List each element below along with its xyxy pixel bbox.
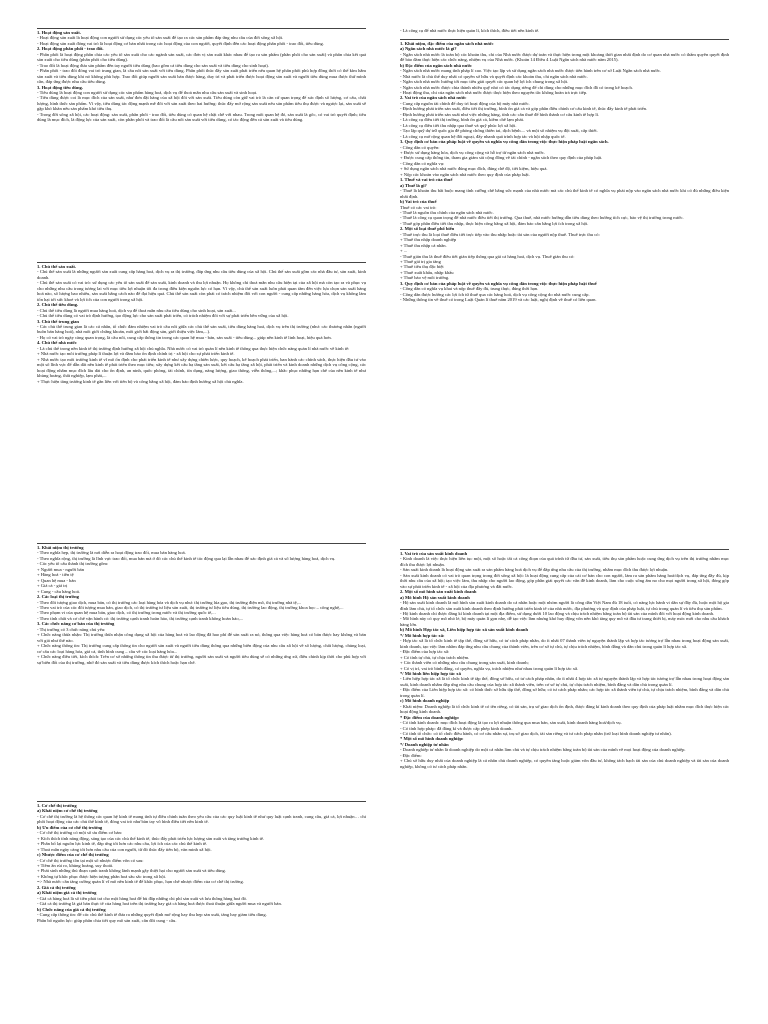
body-line: - Theo vai trò của các đối tượng mua bán, giao dịch, có thị trường tư liệu sản xuất, thị trường tư liệu tiêu dùng, thị trường lao động, thị trường khoa học – công nghệ,... <box>37 604 344 610</box>
body-line: + Chức năng thông tin: Thị trường cung cấp thông tin cho người sản xuất và người tiêu dùng thông qua những biến động của nhu cầu xã hội về số lượng, chất lượng, chủng loại, cơ cấu các loại hàng hóa, giá cả, tình hình cung – cầu về các loại hàng hóa... <box>37 643 366 654</box>
body-line: - Giá cả thị trường là giá bán thực tế của hàng hoá trên thị trường hay giá cả hàng hoá được thoả thuận giữa người mua và người bán. <box>37 901 282 907</box>
section-heading: 1. Chủ thể sản xuất. <box>37 264 77 269</box>
section-heading: 2. Một số loại thuế phổ biến <box>400 226 455 232</box>
body-line: + Chức năng thừa nhận: Thị trường thừa nhận công dụng xã hội của hàng hoá và lao động đã hao phí để sản xuất ra nó, thông qua việc hàng hoá có bán được hay không và bán với giá như thế nào. <box>37 632 366 643</box>
body-line: - Ngân sách nhà nước mang tính pháp lí cao. Việc tạo lập và sử dụng ngân sách nhà nước được tiến hành trên cơ sở Luật Ngân sách nhà nước. <box>400 68 662 74</box>
body-line: - Thị trường có 3 chức năng chủ yếu: <box>37 626 106 632</box>
body-line: - Chủ thể sản xuất có vai trò: sử dụng các yếu tố sản xuất để sản xuất, kinh doanh và thu lợi nhuận. Họ không chỉ thoả mãn nhu cầu hiện tại của xã hội mà còn tạo ra và phục vụ cho những nhu cầu trong tương lai với mục tiêu lợi nhuận tối đa trong điều kiện nguồn lực có hạn. Vì vậy, chủ thể sản xuất luôn phải quan tâm đến việc lựa chọn sản xuất hàng hoá nào, số lượng bao nhiêu, sản xuất bằng cách nào để đạt hiệu quả. Chủ thể sản xuất còn phải có trách nhiệm đối với con người - cung cấp những hàng hóa, dịch vụ không làm tổn hại tới sức khoẻ và lợi ích của con người trong xã hội. <box>37 280 366 302</box>
body-line: + Phân bổ lại nguồn lực kinh tế, đáp ứng tốt hơn các nhu cầu, lợi ích của các chủ thể kinh tế. <box>37 841 208 847</box>
section-heading: 1. Thuế và vai trò của thuế <box>400 177 453 183</box>
body-line: + Phát sinh những thủ đoạn cạnh tranh không lành mạnh gây thiệt hại cho người sản xuất và tiêu dùng. <box>37 868 226 874</box>
section-heading: 1. Vai trò của sản xuất kinh doanh <box>400 551 468 556</box>
body-line: - Những thông tin về thuế có trong Luật Quản lí thuế năm 2019 và các luật, nghị định về thuế có liên quan. <box>400 297 597 303</box>
body-line: - Hoạt động sản xuất là hoạt động con người sử dụng các yếu tố sản xuất để tạo ra các sản phẩm đáp ứng nhu cầu của đời sống xã hội. <box>37 35 284 41</box>
section-market <box>37 543 366 773</box>
body-line: - Theo phạm vi của quan hệ mua bán, giao dịch, có thị trường trong nước và thị trường quốc tế,... <box>37 610 216 616</box>
section-heading: b) Đặc điểm của ngân sách nhà nước <box>400 62 473 68</box>
body-line: - Ngân sách nhà nước là toàn bộ các khoản thu, chi của Nhà nước được dự toán và thực hiện trong một khoảng thời gian nhất định do cơ quan nhà nước có thẩm quyền quyết định để bảo đảm thực hiện các chức năng, nhiệm vụ của Nhà nước. (Khoản 14 Điều 4 Luật Ngân sách nhà nước năm 2015). <box>400 51 729 63</box>
body-line: + Thuế tiêu thụ đặc biệt <box>400 264 444 270</box>
section-heading: b) Mô hình Hợp tác xã, Liên hiệp hợp tác xã sản xuất kinh doanh <box>400 627 529 633</box>
body-line: - Tạo lập quỹ dự trữ quốc gia để phòng chống thiên tai, dịch bệnh.... và một số nhiệm vụ đột xuất, cấp thiết. <box>400 128 598 134</box>
body-line: - Cơ chế thị trường có một số ưu điểm cơ bản: <box>37 830 123 836</box>
body-line: - Thuế là nguồn thu chính của ngân sách nhà nước. <box>400 209 494 215</box>
section-heading: */ Mô hình liên hiệp hợp tác xã <box>400 670 461 676</box>
body-line: + Nhà nước tạo môi trường pháp lí thuận lợi và đảm bảo ổn định chính trị - xã hội cho sự phát triển kinh tế. <box>37 351 235 357</box>
section-heading: 1. Khái niệm, đặc điểm của ngân sách nhà nước <box>400 40 494 46</box>
body-line: - Công dân có nghĩa vụ khai và nộp thuế đầy đủ, trung thực, đúng thời hạn. <box>400 286 539 292</box>
body-line: + Sử dụng ngân sách nhà nước đúng mục đích, đúng chế độ, tiết kiệm, hiệu quả. <box>400 166 548 172</box>
body-line: - Chủ thể tiêu dùng là người mua hàng hoá, dịch vụ để thoả mãn nhu cầu tiêu dùng cho sinh hoạt, sản xuất... <box>37 307 236 313</box>
body-line: + Thuế xuất khẩu, nhập khẩu <box>400 269 454 275</box>
body-line: + Nhà nước tạo môi trường kinh tế vĩ mô ổn định cho phát triển kinh tế như xây dựng chiến lược, quy hoạch, kế hoạch phát triển, ban hành các chính sách, thực hiện đầu tư vào một số lĩnh vực để dẫn dắt nền kinh tế phát triển theo mục tiêu; xây dựng kết cấu hạ tầng sản xuất, kết cấu hạ tầng xã hội, phát triển và kinh doanh những dịch vụ công cộng, các hoạt động nhằm mục đích lâu dài cho ổn định, an ninh, quốc phòng, tài chính, tín dụng, năng lượng, giao thông, viễn thông,...; khắc phục những hạn chế của nền kinh tế như khủng hoảng, thất nghiệp, lạm phát,... <box>37 356 366 379</box>
body-line: + Tiềm ẩn rủi ro, khủng hoảng, suy thoái. <box>37 862 114 868</box>
section-heading: a) Khái niệm cơ chế thị trường <box>37 808 98 814</box>
section-divider <box>400 39 729 40</box>
section-divider <box>37 543 366 544</box>
body-line: + Kích thích tính năng động, sáng tạo của các chủ thể kinh tế, thúc đẩy phát triển lực lượng sản xuất và tăng trưởng kinh tế. <box>37 835 265 841</box>
section-heading: 2. Hoạt động phân phối - trao đổi. <box>37 46 104 52</box>
body-line: - Hợp tác xã là tổ chức kinh tế tập thể, đồng sở hữu, có tư cách pháp nhân, do ít nhất 07 thành viên tự nguyện thành lập và hợp tác tương trợ lẫn nhau trong hoạt động sản xuất, kinh doanh, tạo việc làm nhằm đáp ứng nhu cầu chung của thành viên, trên cơ sở tự chủ, tự chịu trách nhiệm, bình đẳng và dân chủ trong quản lí hợp tác xã. <box>400 638 729 649</box>
section-divider <box>37 28 366 29</box>
body-line: - Chủ thể tiêu dùng có vai trò định hướng, tạo động lực cho sản xuất phát triển, có trách nhiệm đối với sự phát triển bền vững của xã hội. <box>37 313 289 319</box>
body-line: + Được sử dụng hàng hóa, dịch vụ công cộng và hỗ trợ từ ngân sách nhà nước. <box>400 149 545 155</box>
body-line: - Khái niệm: Doanh nghiệp là tổ chức kinh tế có tên riêng, có tài sản, trụ sở giao dịch ổn định, được đăng kí kinh doanh theo quy định của pháp luật nhằm mục đích thực hiện các hoạt động kinh doanh. <box>400 703 729 715</box>
body-line: - Đặc điểm của hợp tác xã: <box>400 649 450 655</box>
body-line: - Các chủ thể trung gian là các cá nhân, tổ chức đảm nhiệm vai trò cầu nối giữa các chủ thể sản xuất, tiêu dùng hàng hoá, dịch vụ trên thị trường (như: các thương nhân (người buôn bán hàng hoá), nhà môi giới chứng khoán, môi giới bất động sản, giới thiệu việc làm,...). <box>37 323 366 335</box>
body-line: - Doanh nghiệp tư nhân là doanh nghiệp do một cá nhân làm chủ và tự chịu trách nhiệm bằng toàn bộ tài sản của mình về mọi hoạt động của doanh nghiệp. <box>400 747 686 753</box>
body-line: + Người mua - người bán <box>37 566 85 572</box>
body-line: - Là công cụ điều tiết thị trường, bình ổn giá cả, kiềm chế lạm phát. <box>400 117 525 123</box>
body-line: - Sản xuất kinh doanh có vai trò quan trọng trong đời sống xã hội: là hoạt động cung cấp của cải cơ bản cho con người, làm ra sản phẩm hàng hoá/dịch vụ, đáp ứng đầy đủ, kịp thời nhu cầu của xã hội; tạo việc làm, thu nhập cho người lao động, góp phần giải quyết các vấn đề kinh doanh, làm cho cuộc sống ấm no cho mọi người trong xã hội, đóng góp vào sự phát triển kinh tế - xã hội của địa phương và đất nước. <box>400 572 729 589</box>
body-line: - Theo nghĩa hẹp, thị trường là nơi diễn ra hoạt động trao đổi, mua bán hàng hoá. <box>37 550 186 556</box>
body-line: - Công dân có nghĩa vụ: <box>400 160 445 166</box>
section-heading: * Một số mô hình doanh nghiệp: <box>400 736 464 742</box>
body-line: + Thuế thu nhập doanh nghiệp <box>400 237 457 243</box>
section-heading: c) Mô hình doanh nghiệp <box>400 698 450 704</box>
body-line: - Đặc điểm của Liên hiệp hợp tác xã: có hình thức sở hữu tập thể, đồng sở hữu; có tư cách pháp nhân; các hợp tác xã thành viên tự chủ, tự chịu trách nhiệm, bình đẳng và dân chủ trong quản lí. <box>400 687 729 698</box>
body-line: - Sản xuất kinh doanh là hoạt động sản xuất ra sản phẩm hàng hoá dịch vụ để đáp ứng nhu cầu của thị trường, nhằm mục đích thu được lợi nhuận. <box>400 567 669 573</box>
section-heading: 2. Các loại thị trường <box>37 594 79 600</box>
body-line: => Nhà nước cần tăng cường quản lí vĩ mô nền kinh tế để khắc phục, hạn chế nhược điểm của cơ chế thị trường. <box>37 879 244 885</box>
section-market-mechanism <box>37 801 366 1017</box>
section-heading: 3. Quy định cơ bản của pháp luật về quyền và nghĩa vụ công dân trong việc thực hiện pháp luật ngân sách. <box>400 139 609 145</box>
section-heading: 2. Giá cả thị trường <box>37 884 76 890</box>
section-heading: b) Ưu điểm của cơ chế thị trường <box>37 824 103 830</box>
body-line: + Cung - cầu hàng hoá. <box>37 588 80 594</box>
body-line: + Nộp các khoản vào ngân sách nhà nước theo quy định của pháp luật. <box>400 171 530 177</box>
body-line: - Thuế trực thu là loại thuế điều tiết trực tiếp vào thu nhập hoặc tài sản của người nộp thuế. Thuế trực thu có: <box>400 231 600 237</box>
body-line: + Quan hệ mua - bán <box>37 577 76 583</box>
section-heading: 3. Chủ thể trung gian <box>37 318 79 324</box>
body-line: - Là công cụ điều tiết thu nhập qua thuế và quỹ phúc lợi xã hội. <box>400 122 517 128</box>
body-line: Thuế có các vai trò: <box>400 204 437 210</box>
body-line: + Thực hiện tăng trưởng kinh tế gắn liền với tiến bộ và công bằng xã hội, đảm bảo định hướng xã hội chủ nghĩa. <box>37 378 244 384</box>
body-line: - Trao đổi là hoạt động đưa sản phẩm đến tay người tiêu dùng (bao gồm cả tiêu dùng cho sản xuất và tiêu dùng cho sinh hoạt). <box>37 62 269 68</box>
body-line: - Là công cụ mở rộng quan hệ đối ngoại, đẩy nhanh quá trình hợp tác và hội nhập quốc tế. <box>400 133 566 139</box>
body-line: - Thuế góp phần điều tiết thu nhập, thực hiện công bằng xã hội, đảm bảo cân bằng lợi ích trong xã hội. <box>400 220 589 226</box>
body-line: - Phân phối là hoạt động phân chia các yếu tố sản xuất cho các ngành sản xuất, các đơn vị sản xuất khác nhau để tạo ra sản phẩm (phân phối cho sản xuất) và phân chia kết quả sản xuất cho tiêu dùng (phân phối cho tiêu dùng). <box>37 51 366 63</box>
body-line: - Chủ thể sản xuất là những người sản xuất cung cấp hàng hoá, dịch vụ ra thị trường, đáp ứng nhu cầu tiêu dùng của xã hội. Chủ thể sản xuất gồm các nhà đầu tư, sản xuất, kinh doanh. <box>37 269 366 280</box>
section-heading: 3. Các chức năng cơ bản của thị trường <box>37 621 115 627</box>
body-line: - Thuế gián thu là thuế điều tiết gián tiếp thông qua giá cả hàng hoá, dịch vụ. Thuế gián thu có: <box>400 253 575 259</box>
body-line: - Theo đối tượng giao dịch, mua bán, có thị trường các loại hàng hóa và dịch vụ như: thị trường lúa gạo, thị trường điện mô, thị trường nhà tệ,... <box>37 599 302 605</box>
section-heading: b) Vai trò của thuế <box>400 199 437 205</box>
body-line: + Có vị trí, vai trò bình đẳng, có quyền, nghĩa vụ, trách nhiệm như nhau trong quản lí hợp tác xã. <box>400 665 579 671</box>
body-line: + Thuế bảo vệ môi trường. <box>400 275 450 281</box>
body-line: - Hoạt động sản xuất đóng vai trò là hoạt động cơ bản nhất trong các hoạt động của con người, quyết định đến các hoạt động phân phối - trao đổi, tiêu dùng. <box>37 40 324 46</box>
section-heading: 2. Chủ thể tiêu dùng. <box>37 302 79 308</box>
body-line: - Cơ chế thị trường tồn tại một số nhược điểm vốn có sau: <box>37 857 144 863</box>
body-line: - Các yếu tố cấu thành thị trường gồm: <box>37 561 109 567</box>
body-line: + ... <box>400 248 408 254</box>
section-heading: 4. Chủ thể nhà nước <box>37 340 77 346</box>
body-line: - Hộ sản xuất kinh doanh là mô hình sản xuất kinh doanh do cá nhân hoặc một nhóm người là công dân Việt Nam đủ 18 tuổi, có năng lực hành vi dân sự đầy đủ, hoặc một hộ gia đình làm chủ, tự tổ chức sản xuất kinh doanh theo định hướng phát triển kinh tế của nhà nước, địa phương và quy định của pháp luật, tự chủ trong quản lí và tiêu thụ sản phẩm. <box>400 600 729 611</box>
body-line: + Chức năng điều tiết, kích thích: Trên cơ sở những thông tin thu được từ thị trường, người sản xuất và người tiêu dùng sẽ có những ứng xử, điều chỉnh kịp thời cho phù hợp với sự biến đổi của thị trường, nhờ đó sản xuất và tiêu dùng được kích thích hoặc hạn chế. <box>37 654 366 665</box>
body-line: - Hoạt động thu, chi của ngân sách nhà nước được thực hiện theo nguyên tắc không hoàn trả trực tiếp. <box>400 89 588 95</box>
body-line: - Cung cấp thông tin: để các chủ thể kinh tế đưa ra những quyết định mở rộng hay thu hẹp sản xuất, tăng hay giảm tiêu dùng. <box>37 912 267 918</box>
body-line: - Là công cụ để nhà nước thực hiện quản lí, kích thích, điều tiết nền kinh tế. <box>400 28 540 33</box>
body-line: - Trong đời sống xã hội, các hoạt động: sản xuất, phân phối - trao đổi, tiêu dùng có quan hệ chặt chẽ với nhau. Trong mối quan hệ đó, sản xuất là gốc, có vai trò quyết định; tiêu dùng là mục đích, là động lực của sản xuất, còn phân phối và trao đổi là cầu nối sản xuất với tiêu dùng, có tác động đến cả sản xuất và tiêu dùng. <box>37 111 366 123</box>
section-heading: */ Doanh nghiệp tư nhân <box>400 741 449 747</box>
body-line: + Được cung cấp thông tin, tham gia giám sát cộng đồng về tài chính - ngân sách theo quy định của pháp luật. <box>400 155 603 161</box>
section-heading: b) Chức năng của giá cả thị trường <box>37 906 106 912</box>
body-line: - Thuế là công cụ quan trọng để nhà nước điều tiết thị trường. Qua thuế, nhà nước hướng dẫn tiêu dùng theo hướng tích cực, bảo vệ thị trường trong nước. <box>400 215 684 221</box>
body-line: - Kinh doanh là việc thực hiện liên tục một, một số hoặc tất cả công đoạn của quá trình từ đầu tư, sản xuất, tiêu thụ sản phẩm hoặc cung ứng dịch vụ trên thị trường nhằm mục đích thu được lợi nhuận. <box>400 556 729 567</box>
section-divider <box>400 549 729 550</box>
section-heading: a) Khái niệm giá cả thị trường <box>37 890 97 896</box>
body-line: - Phân phối - trao đổi đóng vai trò trung gian, là cầu nối sản xuất với tiêu dùng. Phân phối thúc đẩy sản xuất phát triển nếu quan hệ phân phối phù hợp đồng thời có thể kìm hãm sản xuất và tiêu dùng khi nó không phù hợp. Trao đổi giúp người sản xuất bán được hàng, duy trì và phát triển được hoạt động sản xuất và người tiêu dùng mua được thứ mình cần, đáp ứng được nhu cầu tiêu dùng. <box>37 68 366 85</box>
section-state-budget-tax <box>400 28 729 490</box>
body-line: - Công dân có quyền: <box>400 144 440 150</box>
body-line: + Thuế thu nhập cá nhân. <box>400 242 447 248</box>
section-heading: 2. Một số mô hình sản xuất kinh doanh <box>400 589 477 595</box>
body-line: + Có tính tự chủ, tự chịu trách nhiệm. <box>400 654 470 660</box>
body-line: + Thoả mãn ngày càng tốt hơn nhu cầu của con người, từ đó thúc đẩy tiến bộ, văn minh xã hội. <box>37 846 212 852</box>
body-line: + Hàng hoá - tiền tệ <box>37 572 74 578</box>
body-line: - Đặc điểm: <box>400 752 422 758</box>
section-heading: a) Thuế là gì? <box>400 182 427 188</box>
body-line: - Mô hình này có quy mô nhỏ lẻ, bộ máy quản lí gọn nhẹ, dễ tạo việc làm nhưng khó huy động vốn nên khó tăng quy mô và đầu tư trang thiết bị, máy móc mới cho nhu cầu khách hàng lớn. <box>400 616 729 627</box>
section-heading: 1. Khái niệm thị trường <box>37 545 84 550</box>
section-economic-actors <box>37 262 366 514</box>
section-heading: a) Mô hình Hộ sản xuất kinh doanh <box>400 594 470 600</box>
section-divider <box>37 801 366 802</box>
section-heading: 3. Quy định cơ bản của pháp luật về quyền và nghĩa vụ công dân trong việc thực hiện pháp luật thuế <box>400 280 597 286</box>
body-line: - Là chủ thể trong nền kinh tế thị trường định hướng xã hội chủ nghĩa. Nhà nước có vai trò quản lí nền kinh tế thông qua thực hiện chức năng quản lí nhà nước về kinh tế: <box>37 345 350 351</box>
body-line: - Thuế là khoản thu bắt buộc mang tính cưỡng chế bằng sức mạnh của nhà nước mà các chủ thể kinh tế có nghĩa vụ phải nộp vào ngân sách nhà nước khi có đủ những điều kiện nhất định. <box>400 188 729 199</box>
body-line: - Có tính hợp pháp: đã đăng kí và được cấp phép kinh doanh. <box>400 725 513 731</box>
body-line: + Các thành viên có những nhu cầu chung trong sản xuất, kinh doanh; <box>400 660 529 666</box>
body-line: + Giá cả - giá trị <box>37 583 68 589</box>
section-production-distribution <box>37 28 366 226</box>
body-line: - Ngân sách nhà nước được chia thành nhiều quỹ nhỏ có tác dụng riêng để chi dùng cho những mục đích đã có trong kế hoạch. <box>400 84 633 90</box>
section-heading: c) Nhược điểm của cơ chế thị trường <box>37 852 109 858</box>
body-line: - Liên hiệp hợp tác xã là tổ chức kinh tế tập thể, đồng sở hữu, có tư cách pháp nhân, do ít nhất 4 hợp tác xã tự nguyện thành lập và hợp tác tương trợ lẫn nhau trong hoạt động sản xuất, kinh doanh nhằm đáp ứng nhu cầu chung của hợp tác xã thành viên, trên cơ sở tự chủ, tự chịu trách nhiệm, bình đẳng và dân chủ trong quản lí. <box>400 676 729 687</box>
section-heading: 1. Hoạt động sản xuất. <box>37 30 81 35</box>
body-line: + Thuế giá trị gia tăng <box>400 259 441 265</box>
body-line: - Định hướng phát triển sản xuất như việc những hàng, tính các cân thuế để hình thành cơ cấu kinh tế hợp lí. <box>400 111 600 117</box>
section-heading: a) Ngân sách nhà nước là gì? <box>400 46 457 52</box>
body-line: - Theo nghĩa rộng, thị trường là lĩnh vực trao đổi, mua bán mà ở đó các chủ thể kinh tế tác động qua lại lẫn nhau để xác định giá cả và số lượng hàng hoá, dịch vụ. <box>37 555 336 561</box>
section-heading: */ Mô hình hợp tác xã: <box>400 632 445 638</box>
left-column <box>37 0 366 1024</box>
section-heading: 2. Vai trò của ngân sách nhà nước <box>400 95 467 101</box>
body-line: - Có tính tổ chức: có tổ chức điều hành, có cơ cấu nhân sự, trụ sở giao dịch, tài sản riêng và tư cách pháp nhân (trừ loại hình doanh nghiệp tư nhân). <box>400 730 672 736</box>
body-line: - Định hướng phát triển sản xuất, điều tiết thị trường, bình ổn giá cả và góp phần điều chỉnh cơ cấu kinh tế, thúc đẩy kinh tế phát triển. <box>400 106 648 112</box>
body-line: - Cơ chế thị trường là hệ thống các quan hệ kinh tế mang tính tự điều chỉnh tuân theo yêu cầu của các quy luật kinh tế như quy luật cạnh tranh, cung cầu, giá cả, lợi nhuận… chi phối hoạt động của các chủ thể kinh tế, đóng vai trò như bàn tay vô hình điều tiết nền kinh tế. <box>37 813 366 825</box>
body-line: Phân bổ nguồn lực: giúp phân chia tiết quy mô sản xuất, cân đối cung - cầu. <box>37 917 177 923</box>
section-divider <box>37 262 366 263</box>
body-line: - Hộ kinh doanh chỉ được đăng kí kinh doanh tại một địa điểm, sử dụng dưới 10 lao động và chịu trách nhiệm bằng toàn bộ tài sản của mình đối với hoạt động kinh doanh. <box>400 610 715 616</box>
body-line: - Giá cả hàng hoá là số tiền phải trả cho một hàng hoá để bù đắp những chi phí sản xuất và lưu thông hàng hoá đó. <box>37 895 248 901</box>
body-line: + Không tự khắc phục được hiện tượng phân hoá sâu sắc trong xã hội. <box>37 873 167 879</box>
body-line: - Nhà nước là chủ thể duy nhất có quyền sở hữu và quyết định các khoản thu, chi ngân sách nhà nước. <box>400 73 588 79</box>
body-line: - Theo tính chất và cơ chế vận hành có: thị trường cạnh tranh hoàn hảo, thị trường cạnh tranh không hoàn hảo,... <box>37 615 244 621</box>
section-heading: 3. Hoạt động tiêu dùng. <box>37 84 83 90</box>
section-heading: * Đặc điểm của doanh nghiệp: <box>400 714 460 720</box>
body-line: - Họ có vai trò ngày càng quan trọng, là cầu nối, cung cấp thông tin trong các quan hệ mua - bán, sản xuất - tiêu dùng... giúp nền kinh tế linh hoạt, hiệu quả hơn. <box>37 334 332 340</box>
right-column <box>400 0 729 1024</box>
body-line: - Cung cấp nguồn tài chính để duy trì hoạt động của bộ máy nhà nước. <box>400 100 530 106</box>
body-line: - Tiêu dùng là hoạt động con người sử dụng các sản phẩm hàng hoá, dịch vụ để thoả mãn nhu cầu sản xuất và sinh hoạt. <box>37 89 258 95</box>
body-line: - Có tính kinh doanh: mục đích hoạt động là tạo ra lợi nhuận thông qua mua bán, sản xuất, kinh doanh hàng hoá/dịch vụ. <box>400 720 622 726</box>
section-business-production <box>400 549 729 1017</box>
body-line: + Chủ sở hữu duy nhất của doanh nghiệp là cá nhân chủ doanh nghiệp, có quyền tăng hoặc giảm vốn đầu tư, không tách bạch tài sản của chủ doanh nghiệp và tài sản của doanh nghiệp, không có tư cách pháp nhân. <box>400 758 729 769</box>
section-heading: 1. Cơ chế thị trường <box>37 803 77 808</box>
body-line: - Ngân sách nhà nước hướng tới mục tiêu giải quyết các quan hệ lợi ích chung trong xã hội. <box>400 79 569 85</box>
body-line: - Công dân được hưởng các lợi ích từ thuế qua các hàng hoá, dịch vụ công cộng do nhà nước cung cấp. <box>400 291 590 297</box>
body-line: - Tiêu dùng được coi là mục đích của sản xuất, như đơn đặt hàng của xã hội đối với sản xuất. Tiêu dùng còn giữ vai trò là căn cứ quan trọng để xác định số lượng, cơ cấu, chất lượng, hình thức sản phẩm. Vì vậy, tiêu dùng tác động mạnh mẽ đối với sản xuất theo hai hướng: thúc đẩy mở rộng sản xuất nếu sản phẩm tiêu thụ được và ngược lại, sản xuất sẽ gặp khó khăn nếu sản phẩm khó tiêu thụ. <box>37 95 366 112</box>
